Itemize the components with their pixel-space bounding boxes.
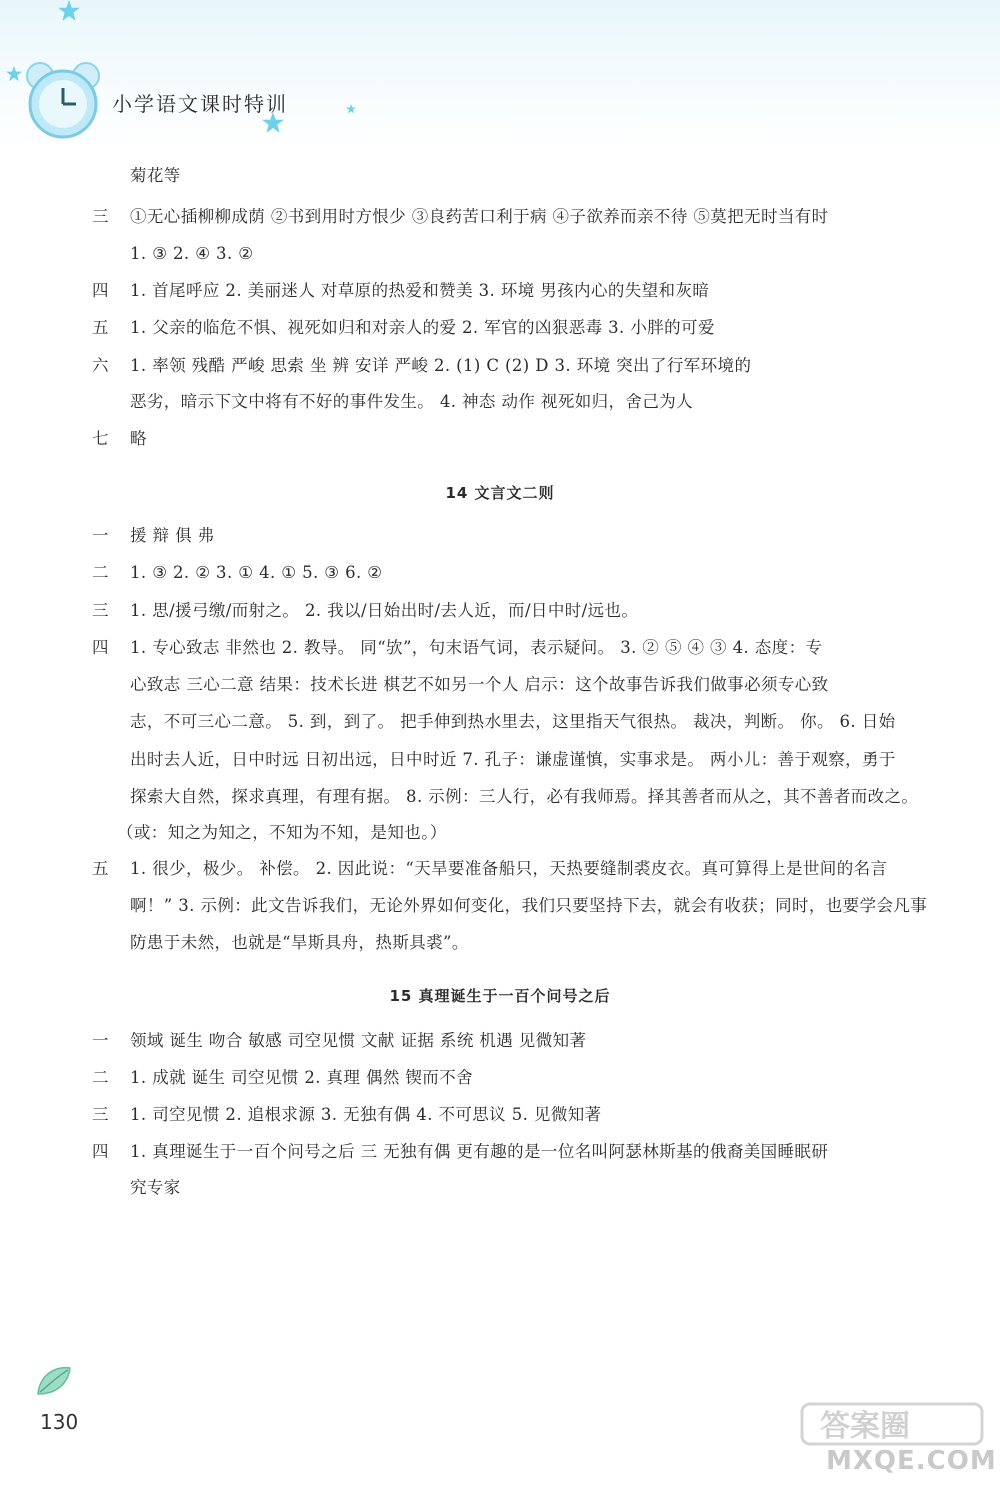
watermark-logo-icon — [800, 1400, 990, 1450]
answer-line: 二 1. ③ 2. ② 3. ① 4. ① 5. ③ 6. ② — [92, 563, 383, 582]
answer-line: 五 1. 父亲的临危不惧、视死如归和对亲人的爱 2. 军官的凶狠恶毒 3. 小胖的可爱 — [92, 318, 715, 337]
answer-line: （或：知之为知之，不知为不知，是知也。） — [117, 823, 447, 842]
answer-line: 七 略 — [92, 429, 147, 448]
answer-line: 四 1. 首尾呼应 2. 美丽迷人 对草原的热爱和赞美 3. 环境 男孩内心的失望和灰暗 — [92, 281, 710, 300]
answer-line: 六 1. 率领 残酷 严峻 思索 坐 辨 安详 严峻 2. (1) C (2) D 3. 环境 突出了行军环境的 — [92, 356, 752, 375]
answer-line: 出时去人近，日中时远 日初出远，日中时近 7. 孔子：谦虚谨慎，实事求是。 两小儿：善于观察，勇于 — [130, 750, 896, 769]
book-series-title: 小学语文课时特训 — [112, 92, 288, 116]
section-title: 15 真理诞生于一百个问号之后 — [389, 987, 611, 1005]
answer-line: 三 1. 思/援弓缴/而射之。 2. 我以/日始出时/去人近，而/日中时/远也。 — [92, 601, 639, 620]
answer-line: 探索大自然，探求真理，有理有据。 8. 示例：三人行，必有我师焉。择其善者而从之，其不善者而改之。 — [130, 787, 919, 806]
answer-line: 四 1. 真理诞生于一百个问号之后 三 无独有偶 更有趣的是一位名叫阿瑟林斯基的俄裔美国睡眠研 — [92, 1142, 829, 1161]
answer-line: 菊花等 — [130, 166, 181, 185]
watermark-text: MXQE.COM — [826, 1446, 997, 1476]
page-header — [0, 0, 1000, 150]
alarm-clock-icon — [22, 58, 104, 140]
answer-line: 五 1. 很少，极少。 补偿。 2. 因此说：“天旱要准备船只，天热要缝制裘皮衣。真可算得上是世间的名言 — [92, 859, 888, 878]
star-icon — [346, 104, 356, 114]
answer-line: 恶劣，暗示下文中将有不好的事件发生。 4. 神态 动作 视死如归，舍己为人 — [130, 392, 694, 411]
answer-line: 四 1. 专心致志 非然也 2. 教导。 同“欤”，句末语气词，表示疑问。 3. ② ⑤ ④ ③ 4. 态度：专 — [92, 638, 823, 657]
star-icon — [6, 66, 22, 82]
svg-text:答案圈: 答案圈 — [820, 1409, 910, 1444]
answer-line: 究专家 — [130, 1178, 181, 1197]
answer-line: 防患于未然，也就是“旱斯具舟，热斯具裘”。 — [130, 933, 469, 952]
page-number: 130 — [40, 1410, 79, 1434]
section-title: 14 文言文二则 — [445, 484, 555, 502]
answer-line: 1. ③ 2. ④ 3. ② — [130, 244, 254, 263]
answer-line: 志，不可三心二意。 5. 到，到了。 把手伸到热水里去，这里指天气很热。 裁决，判断。 你。 6. 日始 — [130, 712, 896, 731]
answer-line: 三 1. 司空见惯 2. 追根求源 3. 无独有偶 4. 不可思议 5. 见微知著 — [92, 1105, 602, 1124]
answer-line: 一 领域 诞生 吻合 敏感 司空见惯 文献 证据 系统 机遇 见微知著 — [92, 1031, 587, 1050]
leaf-icon — [36, 1364, 72, 1396]
answer-line: 一 援 辩 俱 弗 — [92, 526, 215, 545]
answer-line: 心致志 三心二意 结果：技术长进 棋艺不如另一个人 启示：这个故事告诉我们做事必须专心致 — [130, 675, 829, 694]
star-icon — [58, 0, 80, 22]
answer-line: 三 ①无心插柳柳成荫 ②书到用时方恨少 ③良药苦口利于病 ④子欲养而亲不待 ⑤莫把无时当有时 — [92, 207, 829, 226]
answer-line: 啊！” 3. 示例：此文告诉我们，无论外界如何变化，我们只要坚持下去，就会有收获；同时，也要学会凡事 — [130, 896, 928, 915]
answer-line: 二 1. 成就 诞生 司空见惯 2. 真理 偶然 锲而不舍 — [92, 1068, 473, 1087]
